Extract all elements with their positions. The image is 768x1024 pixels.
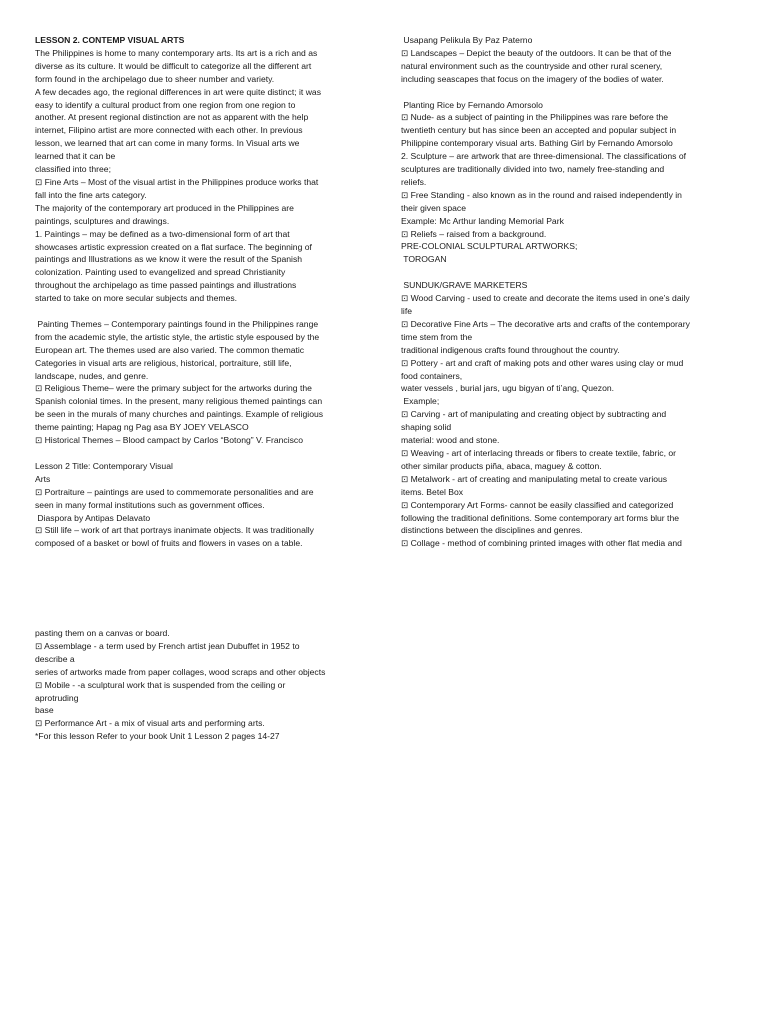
text-line: diverse as its culture. It would be difficult to categorize all the different art — [35, 60, 312, 71]
text-line: their given space — [401, 202, 466, 213]
text-line: series of artworks made from paper collages, wood scraps and other objects — [35, 666, 326, 677]
text-line: describe a — [35, 653, 75, 664]
text-line: Painting Themes – Contemporary paintings found in the Philippines range — [35, 318, 319, 329]
text-line: paintings and Illustrations as we know it were the result of the Spanish — [35, 254, 303, 265]
text-line: 2. Sculpture – are artwork that are three-dimensional. The classifications of — [401, 151, 687, 162]
text-line: colonization. Painting used to evangelized and spread Christianity — [35, 267, 286, 278]
text-line: ⊡ Portraiture – paintings are used to commemorate personalities and are — [35, 486, 314, 497]
text-line: The Philippines is home to many contemporary arts. Its art is a rich and as — [35, 47, 318, 58]
text-line: started to take on more secular subjects and themes. — [35, 293, 238, 304]
text-line: food containers, — [401, 370, 463, 381]
text-line: ⊡ Nude- as a subject of painting in the Philippines was rare before the — [401, 112, 669, 123]
text-line: Spanish colonial times. In the present, many religious themed paintings can — [35, 396, 323, 407]
text-line: form found in the archipelago due to sheer number and variety. — [35, 73, 275, 84]
text-line: from the academic style, the artistic style, the artistic style espoused by the — [35, 331, 320, 342]
text-line: internet, Filipino artist are more connected with each other. In previous — [35, 125, 303, 136]
text-line: natural environment such as the countryside and other rural scenery, — [401, 60, 663, 71]
text-line: Usapang Pelikula By Paz Paterno — [401, 35, 533, 45]
text-line: composed of a basket or bowl of fruits and flowers in vases on a table. — [35, 538, 303, 549]
left-column — [35, 34, 370, 550]
text-line: Example: Mc Arthur landing Memorial Park — [401, 215, 564, 226]
text-line: ⊡ Performance Art - a mix of visual arts and performing arts. — [35, 718, 265, 729]
text-line: landscape, nudes, and genre. — [35, 370, 149, 381]
text-line: shaping solid — [401, 422, 452, 433]
text-line: pasting them on a canvas or board. — [35, 628, 170, 638]
text-line: ⊡ Free Standing - also known as in the round and raised independently in — [401, 189, 682, 200]
text-line: throughout the archipelago as time passed paintings and illustrations — [35, 280, 297, 291]
text-line: including seascapes that focus on the imagery of the bodies of water. — [401, 73, 664, 84]
text-line: ⊡ Assemblage - a term used by French artist jean Dubuffet in 1952 to — [35, 640, 300, 651]
blank-line — [401, 86, 736, 99]
right-column — [401, 34, 736, 550]
text-line: lesson, we learned that art can come in many forms. In Visual arts we — [35, 138, 300, 149]
text-line: ⊡ Collage - method of combining printed images with other flat media and — [401, 538, 682, 549]
text-line: Planting Rice by Fernando Amorsolo — [401, 99, 543, 110]
text-line: Categories in visual arts are religious, historical, portraiture, still life, — [35, 357, 292, 368]
text-line: life — [401, 306, 412, 316]
text-line: ⊡ Fine Arts – Most of the visual artist in the Philippines produce works that — [35, 176, 319, 187]
text-line: learned that it can be — [35, 151, 116, 162]
text-line: European art. The themes used are also varied. The common thematic — [35, 344, 305, 355]
blank-line — [35, 305, 370, 318]
text-line: SUNDUK/GRAVE MARKETERS — [401, 280, 528, 291]
text-line: material: wood and stone. — [401, 435, 500, 446]
text-line: easy to identify a cultural product from one region from one region to — [35, 99, 296, 110]
text-line: time stem from the — [401, 331, 473, 342]
text-line: aprotruding — [35, 692, 79, 703]
text-line: ⊡ Weaving - art of interlacing threads or fibers to create textile, fabric, or — [401, 447, 676, 458]
text-line: following the traditional definitions. Some contemporary art forms blur the — [401, 512, 680, 523]
text-line: *For this lesson Refer to your book Unit 1 Lesson 2 pages 14-27 — [35, 731, 280, 742]
bottom-section — [35, 627, 370, 743]
text-line: ⊡ Reliefs – raised from a background. — [401, 228, 547, 239]
text-line: base — [35, 705, 54, 716]
text-line: Arts — [35, 473, 51, 484]
text-line: ⊡ Decorative Fine Arts – The decorative arts and crafts of the contemporary — [401, 318, 690, 329]
text-line: The majority of the contemporary art produced in the Philippines are — [35, 202, 294, 213]
blank-line — [401, 266, 736, 279]
lesson-title: LESSON 2. CONTEMP VISUAL ARTS — [35, 35, 185, 45]
text-line: be seen in the murals of many churches and paintings. Example of religious — [35, 409, 324, 420]
text-line: 1. Paintings – may be defined as a two-dimensional form of art that — [35, 228, 290, 239]
text-line: classified into three; — [35, 164, 111, 175]
text-line: ⊡ Still life – work of art that portrays inanimate objects. It was traditionally — [35, 525, 314, 536]
text-line: ⊡ Historical Themes – Blood campact by Carlos “Botong” V. Francisco — [35, 435, 303, 446]
text-line: another. At present regional distinction are not as apparent with the help — [35, 112, 309, 123]
text-line: TOROGAN — [401, 254, 447, 265]
text-line: PRE-COLONIAL SCULPTURAL ARTWORKS; — [401, 241, 578, 252]
text-line: items. Betel Box — [401, 486, 464, 497]
text-line: water vessels , burial jars, ugu bigyan of ti’ang, Quezon. — [401, 383, 615, 394]
text-line: ⊡ Pottery - art and craft of making pots and other wares using clay or mud — [401, 357, 684, 368]
text-line: seen in many formal institutions such as government offices. — [35, 499, 265, 510]
text-line: ⊡ Contemporary Art Forms- cannot be easily classified and categorized — [401, 499, 674, 510]
text-line: sculptures are traditionally divided into two, namely free-standing and — [401, 164, 665, 175]
text-line: Lesson 2 Title: Contemporary Visual — [35, 460, 173, 471]
text-line: theme painting; Hapag ng Pag asa BY JOEY VELASCO — [35, 422, 249, 433]
text-line: ⊡ Metalwork - art of creating and manipulating metal to create various — [401, 473, 668, 484]
text-line: Philippine contemporary visual arts. Bathing Girl by Fernando Amorsolo — [401, 138, 673, 149]
text-line: paintings, sculptures and drawings. — [35, 215, 170, 226]
text-line: twentieth century but has since been an accepted and popular subject in — [401, 125, 677, 136]
text-line: showcases artistic expression created on a flat surface. The beginning of — [35, 241, 312, 252]
text-line: traditional indigenous crafts found throughout the country. — [401, 344, 620, 355]
text-line: distinctions between the disciplines and genres. — [401, 525, 583, 536]
text-line: reliefs. — [401, 176, 427, 187]
text-line: ⊡ Religious Theme– were the primary subject for the artworks during the — [35, 383, 312, 394]
text-line: Example; — [401, 396, 440, 407]
text-line: ⊡ Landscapes – Depict the beauty of the outdoors. It can be that of the — [401, 47, 672, 58]
text-line: A few decades ago, the regional differences in art were quite distinct; it was — [35, 86, 321, 97]
text-line: fall into the fine arts category. — [35, 189, 147, 200]
text-line: ⊡ Mobile - -a sculptural work that is suspended from the ceiling or — [35, 679, 286, 690]
text-line: other similar products piña, abaca, maguey & cotton. — [401, 460, 602, 471]
text-line: ⊡ Wood Carving - used to create and decorate the items used in one’s daily — [401, 293, 690, 304]
text-line: ⊡ Carving - art of manipulating and creating object by subtracting and — [401, 409, 667, 420]
text-line: Diaspora by Antipas Delavato — [35, 512, 151, 523]
blank-line — [35, 447, 370, 460]
